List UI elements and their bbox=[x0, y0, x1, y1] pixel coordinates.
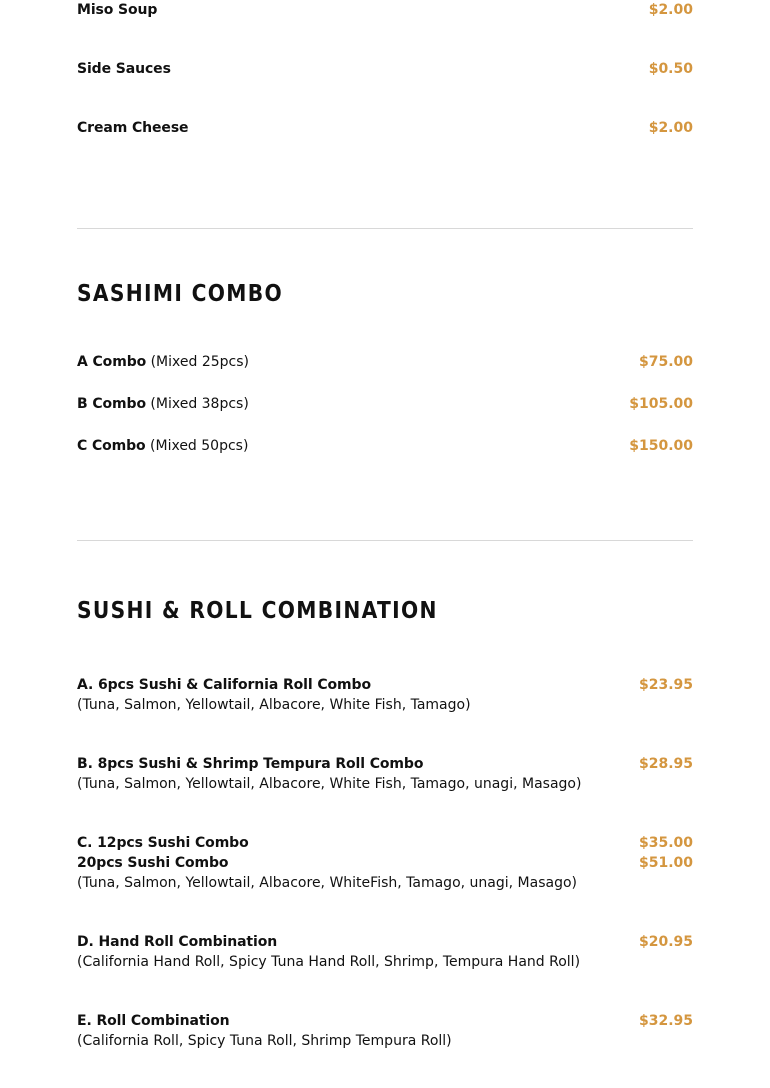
item-name: Side Sauces bbox=[77, 61, 171, 77]
menu-item-side-sauces bbox=[77, 59, 693, 79]
item-name: Miso Soup bbox=[77, 2, 158, 18]
item-price: $28.95 bbox=[638, 756, 693, 772]
item-price-secondary: $51.00 bbox=[638, 855, 693, 871]
item-name: B. 8pcs Sushi & Shrimp Tempura Roll Combo bbox=[77, 756, 424, 772]
item-price: $32.95 bbox=[638, 1013, 693, 1029]
item-description: (Tuna, Salmon, Yellowtail, Albacore, White Fish, Tamago, unagi, Masago) bbox=[77, 776, 582, 792]
item-description: (Mixed 50pcs) bbox=[145, 438, 249, 454]
item-name-secondary: 20pcs Sushi Combo bbox=[77, 855, 229, 871]
item-price: $20.95 bbox=[638, 934, 693, 950]
item-description: (California Hand Roll, Spicy Tuna Hand Roll, Shrimp, Tempura Hand Roll) bbox=[77, 954, 581, 970]
menu-item-c-combo bbox=[77, 436, 693, 456]
item-name: B Combo bbox=[77, 396, 146, 412]
item-description: (California Roll, Spicy Tuna Roll, Shrimp Tempura Roll) bbox=[77, 1033, 452, 1049]
item-description: (Tuna, Salmon, Yellowtail, Albacore, White Fish, Tamago) bbox=[77, 697, 471, 713]
menu-item-c-sushi-combo bbox=[77, 833, 693, 893]
menu-item-e-roll-combination bbox=[77, 1011, 693, 1051]
item-price: $35.00 bbox=[638, 835, 693, 851]
item-price: $75.00 bbox=[638, 354, 693, 370]
menu-item-miso-soup bbox=[77, 0, 693, 20]
menu-item-a-sushi-california-combo bbox=[77, 675, 693, 715]
item-price: $105.00 bbox=[629, 396, 693, 412]
menu-item-a-combo bbox=[77, 352, 693, 372]
item-price: $150.00 bbox=[629, 438, 693, 454]
item-name: A Combo bbox=[77, 354, 147, 370]
section-divider bbox=[77, 540, 693, 541]
item-price: $2.00 bbox=[648, 2, 693, 18]
item-description: (Mixed 25pcs) bbox=[146, 354, 249, 370]
item-price: $2.00 bbox=[648, 120, 693, 136]
menu-item-cream-cheese bbox=[77, 118, 693, 138]
item-description: (Mixed 38pcs) bbox=[145, 396, 249, 412]
section-title-sushi-roll-combination: SUSHI & ROLL COMBINATION bbox=[77, 598, 438, 624]
item-price: $0.50 bbox=[648, 61, 693, 77]
menu-item-b-combo bbox=[77, 394, 693, 414]
item-description: (Tuna, Salmon, Yellowtail, Albacore, WhiteFish, Tamago, unagi, Masago) bbox=[77, 875, 577, 891]
section-divider bbox=[77, 228, 693, 229]
item-name: C Combo bbox=[77, 438, 146, 454]
item-name: D. Hand Roll Combination bbox=[77, 934, 278, 950]
item-price: $23.95 bbox=[638, 677, 693, 693]
item-name: C. 12pcs Sushi Combo bbox=[77, 835, 249, 851]
section-title-sashimi-combo: SASHIMI COMBO bbox=[77, 281, 284, 307]
item-name: A. 6pcs Sushi & California Roll Combo bbox=[77, 677, 371, 693]
menu-item-b-sushi-shrimp-tempura-combo bbox=[77, 754, 693, 794]
item-name: Cream Cheese bbox=[77, 120, 189, 136]
menu-item-d-hand-roll-combination bbox=[77, 932, 693, 972]
item-name: E. Roll Combination bbox=[77, 1013, 230, 1029]
